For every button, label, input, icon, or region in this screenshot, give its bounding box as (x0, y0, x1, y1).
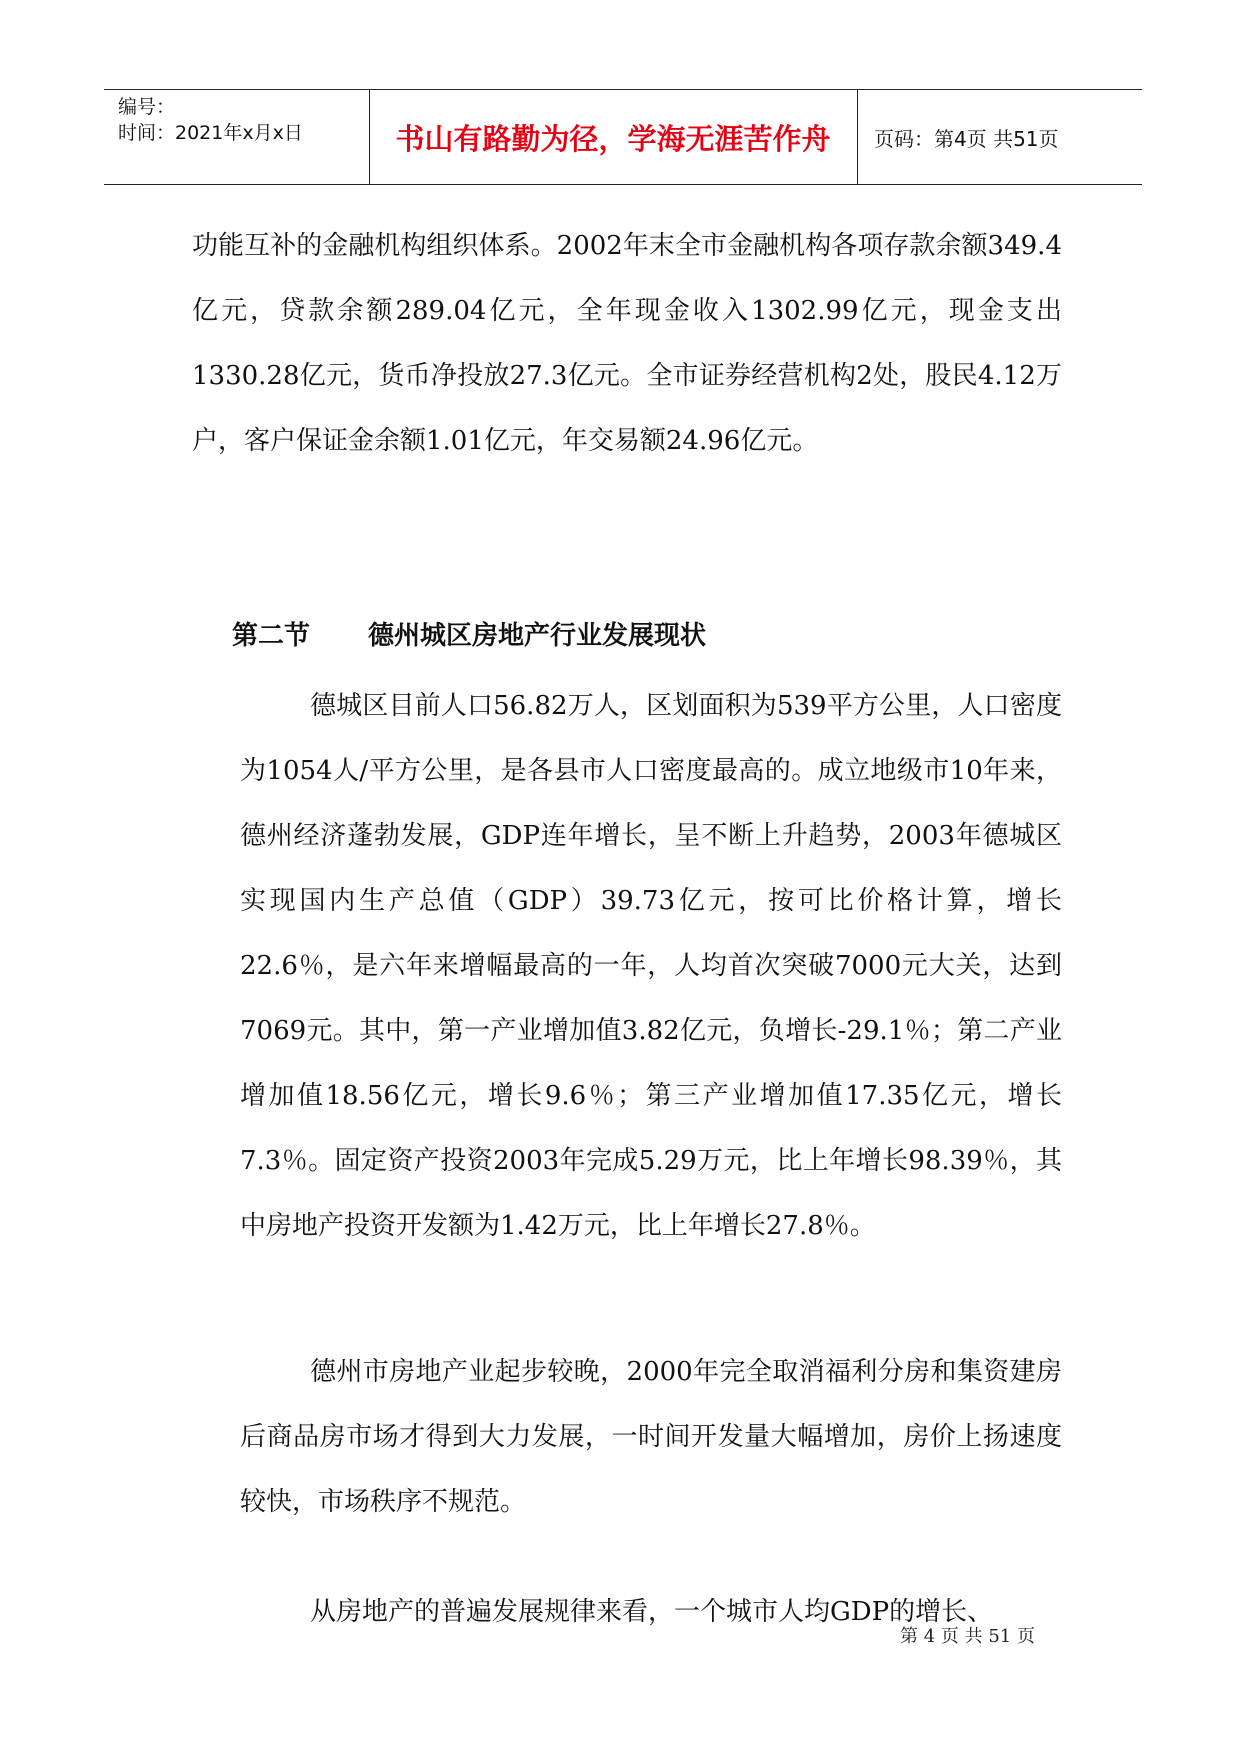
document-number-label: 编号： (118, 96, 176, 118)
header-motto: 书山有路勤为径，学海无涯苦作舟 (395, 121, 831, 156)
document-time-label: 时间：2021年x月x日 (118, 122, 303, 144)
section-title: 德州城区房地产行业发展现状 (368, 621, 707, 651)
header-divider (857, 90, 858, 184)
paragraph-finance: 功能互补的金融机构组织体系。2002年末全市金融机构各项存款余额349.4亿元，贷款余额289.04亿元，全年现金收入1302.99亿元，现金支出1330.28亿元，货币净投放27.3亿元。全市证券经营机构2处，股民4.12万户，客户保证金余额1.01亿元，年交易额24.96亿元。 (192, 231, 1062, 456)
section-heading (232, 604, 706, 669)
document-header (104, 89, 1142, 185)
paragraph-development-pattern: 从房地产的普遍发展规律来看，一个城市人均GDP的增长、 (310, 1597, 994, 1627)
header-meta (118, 94, 303, 146)
page-footer: 第 4 页 共 51 页 (900, 1626, 1035, 1647)
paragraph-real-estate-start: 德州市房地产业起步较晚，2000年完全取消福利分房和集资建房后商品房市场才得到大力发展，一时间开发量大幅增加，房价上扬速度较快，市场秩序不规范。 (240, 1357, 1062, 1517)
paragraph-population-gdp: 德城区目前人口56.82万人，区划面积为539平方公里，人口密度为1054人/平方公里，是各县市人口密度最高的。成立地级市10年来，德州经济蓬勃发展，GDP连年增长，呈不断上升趋势，2003年德城区实现国内生产总值（GDP）39.73亿元，按可比价格计算，增长22.6％，是六年来增幅最高的一年，人均首次突破7000元大关，达到7069元。其中，第一产业增加值3.82亿元，负增长-29.1％；第二产业增加值18.56亿元，增长9.6％；第三产业增加值17.35亿元，增长7.3％。固定资产投资2003年完成5.29万元，比上年增长98.39％，其中房地产投资开发额为1.42万元，比上年增长27.8％。 (240, 691, 1062, 1241)
section-number: 第二节 (232, 621, 311, 651)
header-page-label: 页码：第4页 共51页 (874, 126, 1059, 151)
